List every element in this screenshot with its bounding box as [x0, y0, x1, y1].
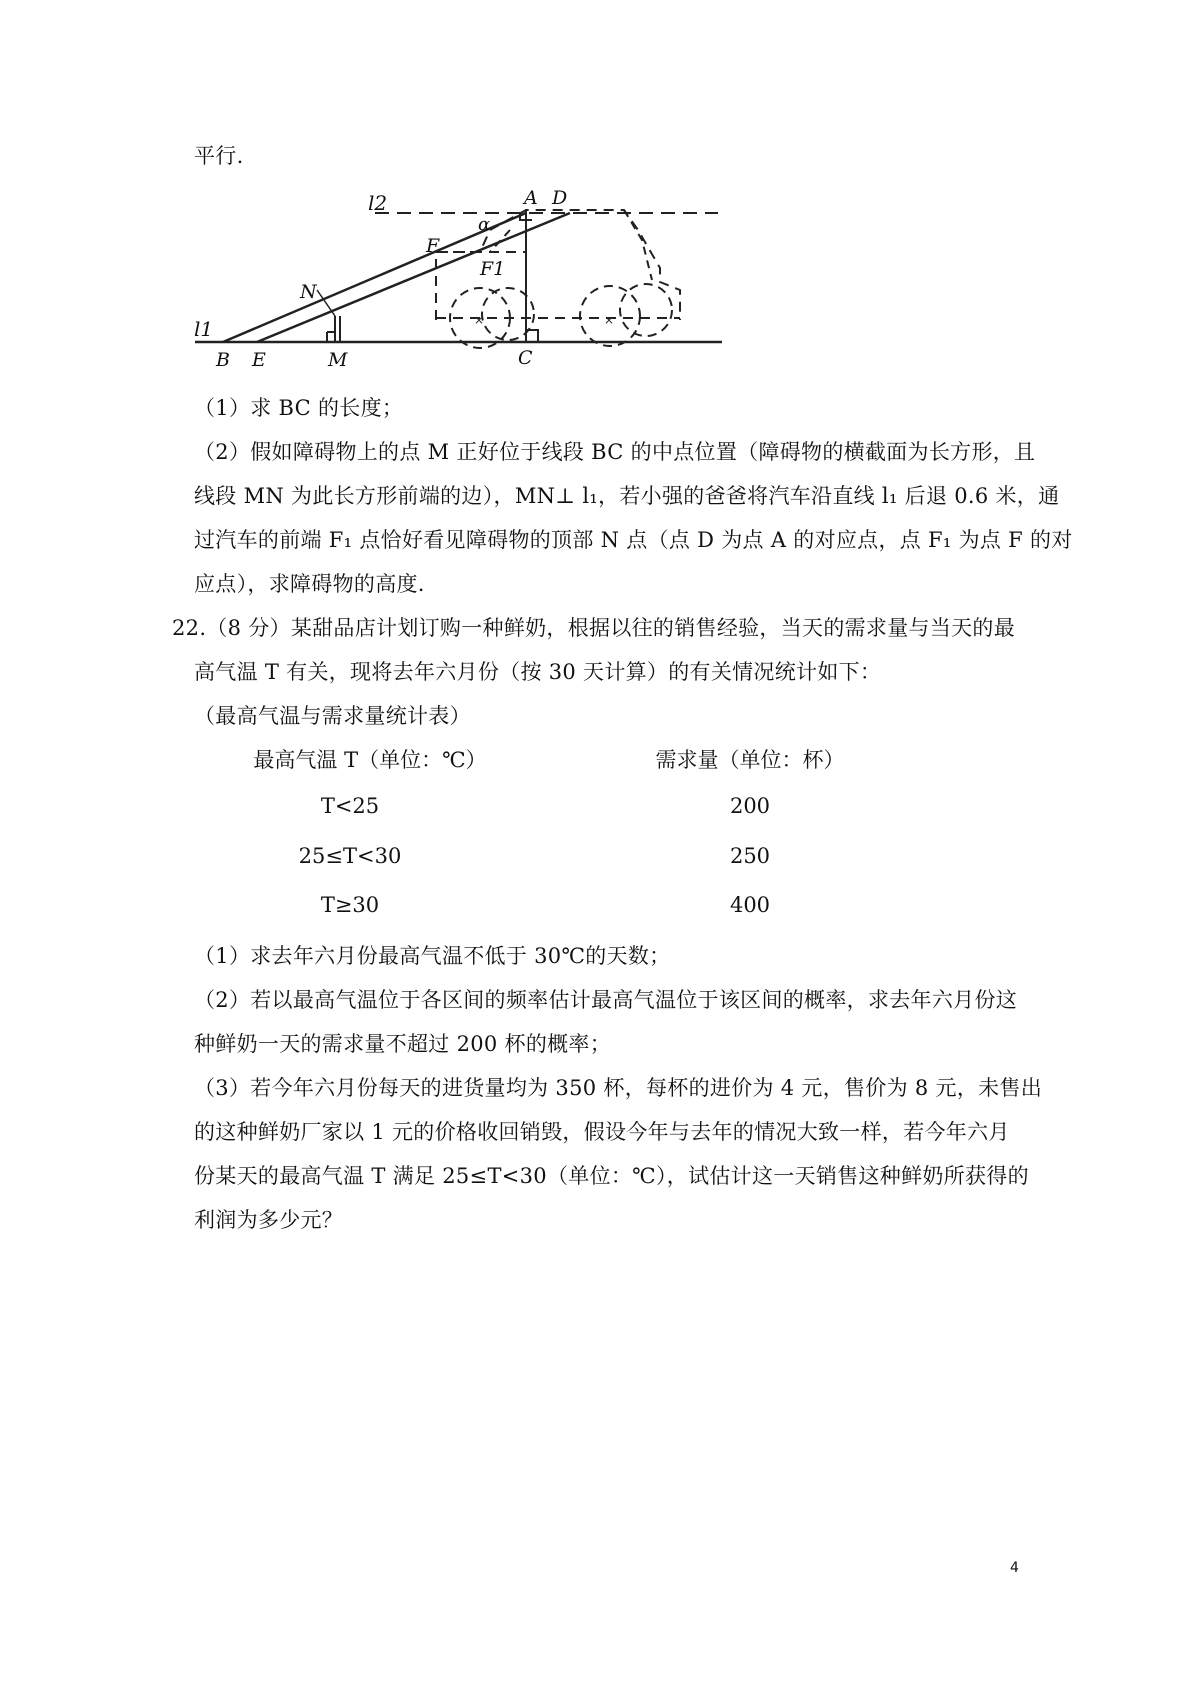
label-F: F [426, 235, 440, 257]
text-line: 过汽车的前端 F₁ 点恰好看见障碍物的顶部 N 点（点 D 为点 A 的对应点，点 F₁ 为点 F 的对 [194, 528, 1073, 552]
table-cell: 25≤T<30 [298, 844, 402, 868]
text-line: 线段 MN 为此长方形前端的边），MN⊥ l₁，若小强的爸爸将汽车沿直线 l₁ 后退 0.6 米，通 [194, 484, 1060, 508]
table-cell: 250 [729, 844, 771, 868]
text-line: （1）求去年六月份最高气温不低于 30℃的天数； [194, 944, 671, 968]
label-A: A [524, 190, 538, 209]
table-cell: T≥30 [320, 893, 380, 917]
label-l1: l1 [194, 317, 214, 341]
label-N: N [300, 281, 317, 303]
table-cell: 200 [729, 794, 771, 818]
label-F1: F1 [480, 258, 506, 280]
label-C: C [518, 347, 533, 369]
table-header-cell: 最高气温 T（单位：℃） [253, 748, 487, 772]
table-cell: T<25 [320, 794, 380, 818]
label-B: B [216, 349, 230, 371]
question-heading: 22.（8 分）某甜品店计划订购一种鲜奶，根据以往的销售经验，当天的需求量与当天的最 [172, 616, 1016, 640]
label-E: E [252, 349, 266, 371]
text-line: 的这种鲜奶厂家以 1 元的价格收回销毁，假设今年与去年的情况大致一样，若今年六月 [194, 1120, 1010, 1144]
label-D: D [552, 190, 568, 209]
text-line: （2）假如障碍物上的点 M 正好位于线段 BC 的中点位置（障碍物的横截面为长方形，且 [194, 440, 1036, 464]
text-line: 高气温 T 有关，现将去年六月份（按 30 天计算）的有关情况统计如下： [194, 660, 882, 684]
table-cell: 400 [729, 893, 771, 917]
label-M: M [328, 349, 348, 371]
text-line: 利润为多少元？ [194, 1208, 344, 1232]
label-l2: l2 [368, 191, 388, 215]
text-line: 应点），求障碍物的高度. [194, 572, 425, 596]
table-header-cell: 需求量（单位：杯） [655, 748, 845, 772]
text-line: （1）求 BC 的长度； [194, 396, 404, 420]
text-line: 份某天的最高气温 T 满足 25≤T<30（单位：℃），试估计这一天销售这种鲜奶所获得的 [194, 1164, 1029, 1188]
geometry-figure [190, 190, 730, 380]
label-alpha: α [478, 214, 491, 235]
text-line: 种鲜奶一天的需求量不超过 200 杯的概率； [194, 1032, 612, 1056]
page-number: 4 [1010, 1560, 1019, 1576]
text-line: （3）若今年六月份每天的进货量均为 350 杯，每杯的进价为 4 元，售价为 8 元，未售出 [194, 1076, 1043, 1100]
table-caption: （最高气温与需求量统计表） [194, 704, 471, 728]
text-line: 平行. [194, 144, 244, 168]
text-line: （2）若以最高气温位于各区间的频率估计最高气温位于该区间的概率，求去年六月份这 [194, 988, 1018, 1012]
svg-text:×: × [604, 313, 615, 327]
svg-text:×: × [474, 313, 485, 327]
